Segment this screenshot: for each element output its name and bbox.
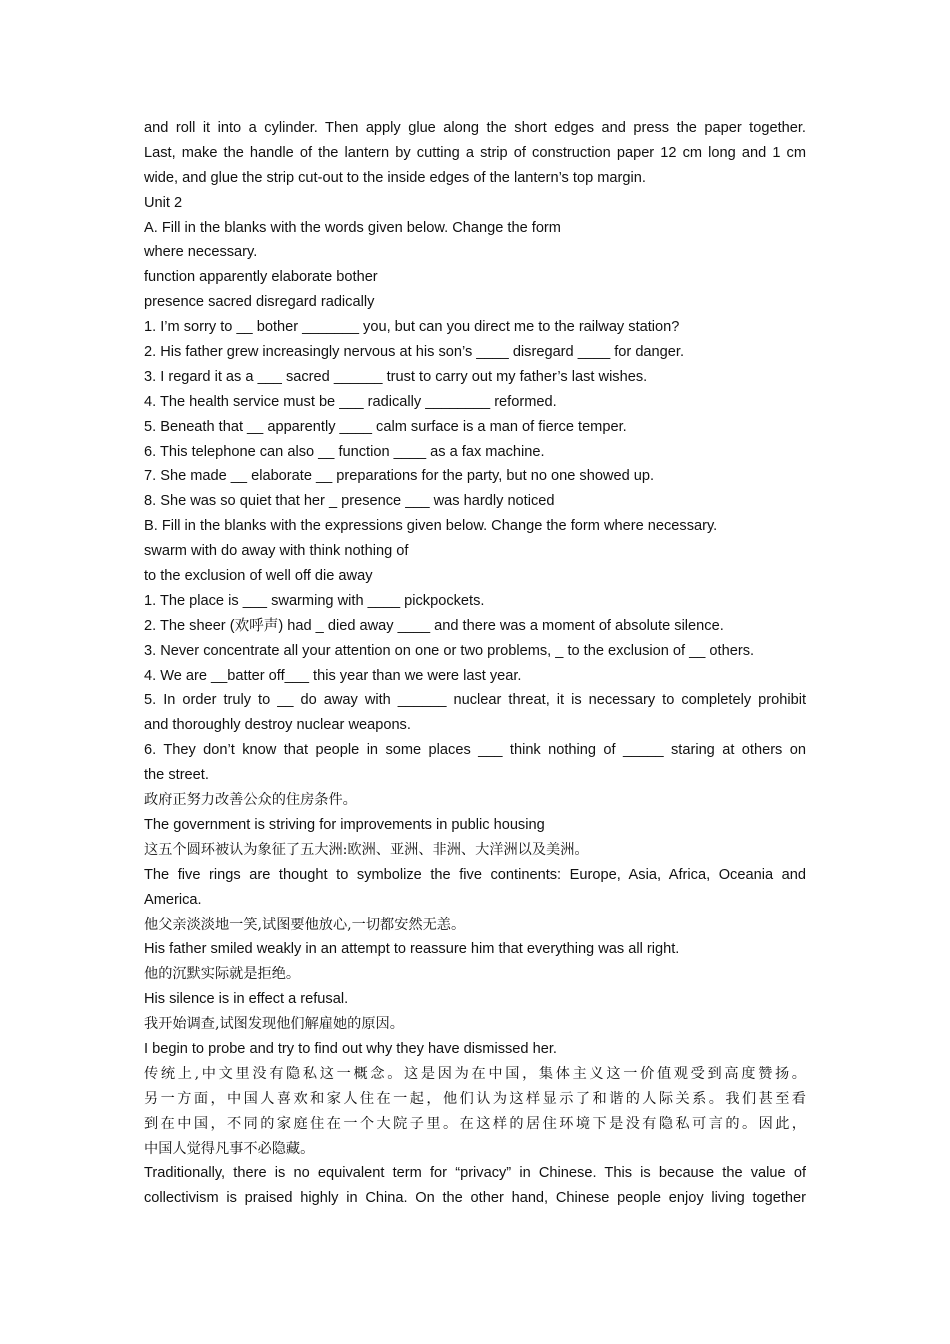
chinese-text-line: 中国人觉得凡事不必隐藏。 xyxy=(144,1140,315,1157)
text-line: His silence is in effect a refusal. xyxy=(144,991,349,1008)
text-line: The government is striving for improvements in public housing xyxy=(144,816,545,833)
text-line: the street. xyxy=(144,767,209,784)
text-line: wide, and glue the strip cut-out to the inside edges of the lantern’s top margin. xyxy=(144,169,646,186)
chinese-text-line: 传统上,中文里没有隐私这一概念。这是因为在中国，集体主义这一价值观受到高度赞扬。 xyxy=(144,1065,806,1082)
text-line: 6. This telephone can also __ function ____ as a fax machine. xyxy=(144,443,545,460)
chinese-text-line: 另一方面，中国人喜欢和家人住在一起，他们认为这样显示了和谐的人际关系。我们甚至看 xyxy=(144,1090,806,1107)
text-line: America. xyxy=(144,891,202,908)
text-line: 2. The sheer (欢呼声) had _ died away ____ and there was a moment of absolute silence. xyxy=(144,617,724,634)
chinese-text-line: 他的沉默实际就是拒绝。 xyxy=(144,966,301,983)
text-line: and roll it into a cylinder. Then apply glue along the short edges and press the paper together. xyxy=(144,120,806,136)
text-line: to the exclusion of well off die away xyxy=(144,568,373,585)
text-line: I begin to probe and try to find out why they have dismissed her. xyxy=(144,1040,557,1057)
text-line: 4. The health service must be ___ radically ________ reformed. xyxy=(144,393,557,410)
text-line: The five rings are thought to symbolize the five continents: Europe, Asia, Africa, Oceania and xyxy=(144,866,806,883)
chinese-text-line: 到在中国，不同的家庭住在一个大院子里。在这样的居住环境下是没有隐私可言的。因此， xyxy=(144,1115,806,1132)
chinese-text-line: 政府正努力改善公众的住房条件。 xyxy=(144,792,357,809)
text-line: 5. Beneath that __ apparently ____ calm surface is a man of fierce temper. xyxy=(144,418,627,435)
text-line: 3. Never concentrate all your attention on one or two problems, _ to the exclusion of __ others. xyxy=(144,642,755,659)
chinese-text-line: 我开始调查,试图发现他们解雇她的原因。 xyxy=(144,1016,404,1033)
text-line: 4. We are __batter off___ this year than we were last year. xyxy=(144,667,522,684)
text-line: Last, make the handle of the lantern by cutting a strip of construction paper 12 cm long and 1 cm xyxy=(144,144,806,161)
text-line: 7. She made __ elaborate __ preparations for the party, but no one showed up. xyxy=(144,468,655,485)
text-line: 2. His father grew increasingly nervous at his son’s ____ disregard ____ for danger. xyxy=(144,344,685,361)
chinese-text-line: 他父亲淡淡地一笑,试图要他放心,一切都安然无恙。 xyxy=(144,916,466,933)
text-line: 6. They don’t know that people in some places ___ think nothing of _____ staring at others on xyxy=(144,742,806,759)
text-line: 1. I’m sorry to __ bother _______ you, but can you direct me to the railway station? xyxy=(144,319,680,336)
text-line: and thoroughly destroy nuclear weapons. xyxy=(144,717,411,734)
text-line: swarm with do away with think nothing of xyxy=(144,543,409,560)
chinese-text-line: 这五个圆环被认为象征了五大洲:欧洲、亚洲、非洲、大洋洲以及美洲。 xyxy=(144,841,589,858)
text-line: 5. In order truly to __ do away with ______ nuclear threat, it is necessary to completely prohibit xyxy=(144,692,806,709)
text-line: 3. I regard it as a ___ sacred ______ trust to carry out my father’s last wishes. xyxy=(144,368,648,385)
text-line: A. Fill in the blanks with the words given below. Change the form xyxy=(144,219,561,236)
text-line: Traditionally, there is no equivalent term for “privacy” in Chinese. This is because the value of xyxy=(144,1165,806,1182)
text-line: His father smiled weakly in an attempt to reassure him that everything was all right. xyxy=(144,941,680,958)
text-line: 8. She was so quiet that her _ presence ___ was hardly noticed xyxy=(144,493,555,510)
text-line: collectivism is praised highly in China. On the other hand, Chinese people enjoy living together xyxy=(144,1190,806,1207)
text-line: where necessary. xyxy=(144,244,258,261)
text-line: B. Fill in the blanks with the expressions given below. Change the form where necessary. xyxy=(144,518,718,535)
text-line: 1. The place is ___ swarming with ____ pickpockets. xyxy=(144,592,485,609)
text-line: presence sacred disregard radically xyxy=(144,294,375,311)
text-line: function apparently elaborate bother xyxy=(144,269,378,286)
text-line: Unit 2 xyxy=(144,194,183,211)
document-page xyxy=(144,116,806,1211)
